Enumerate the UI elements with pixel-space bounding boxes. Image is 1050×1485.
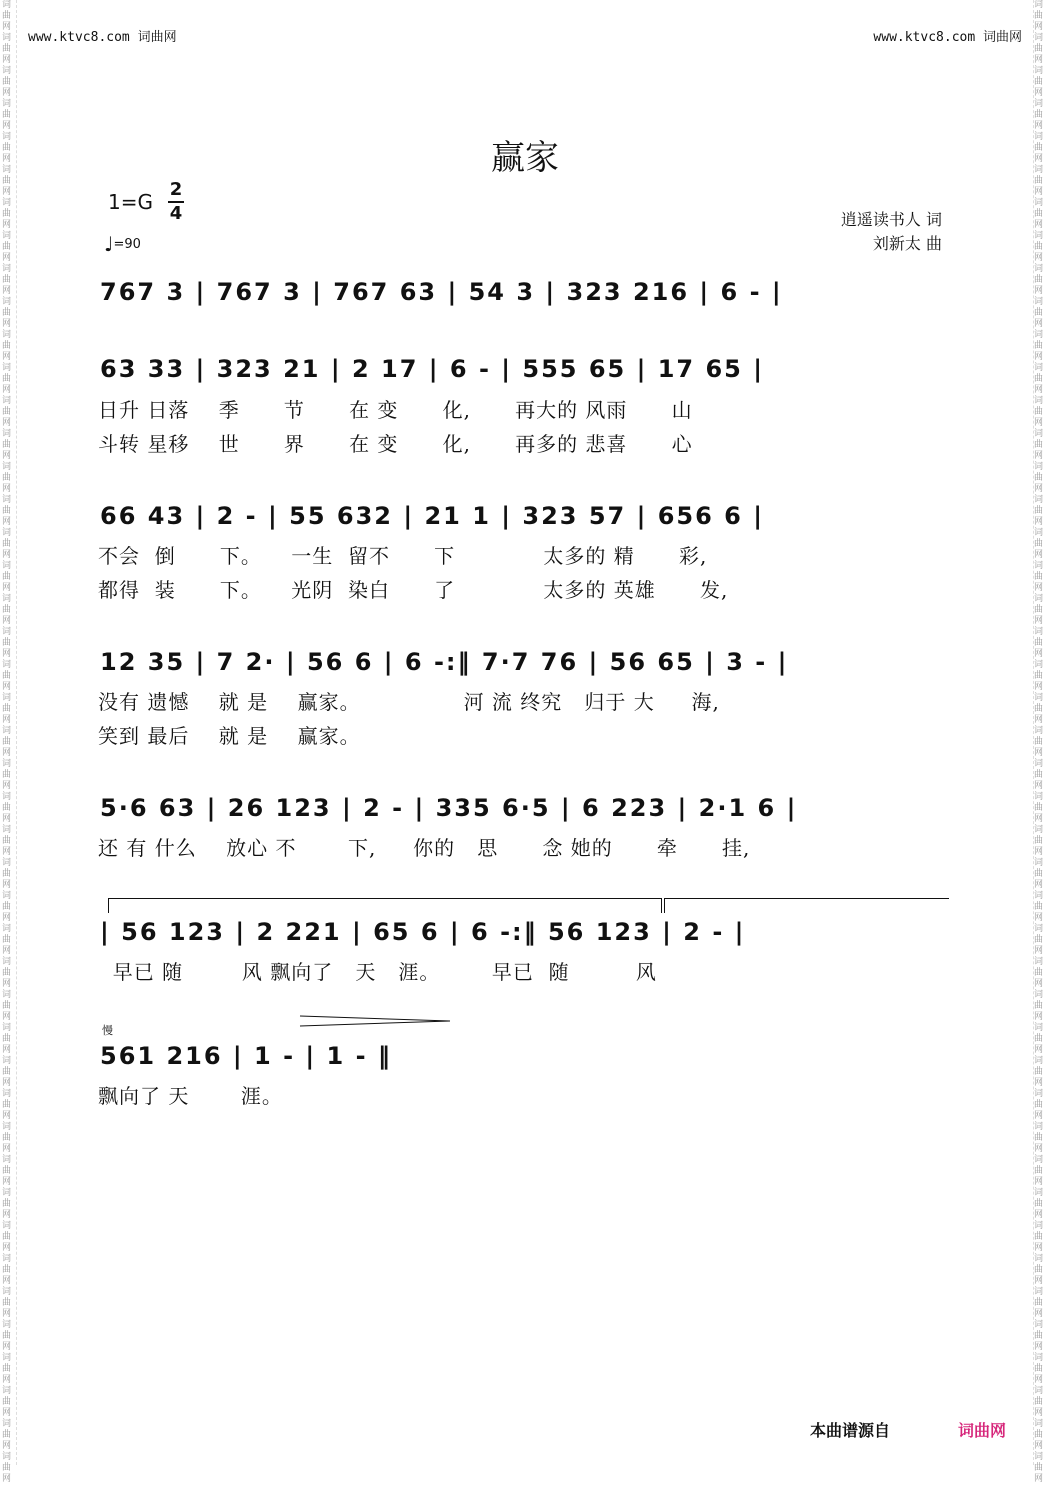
lyricist-credit: 逍遥读书人 词: [840, 210, 942, 229]
composer-credit: 刘新太 曲: [872, 234, 942, 253]
diminuendo-hairpin: [300, 1014, 450, 1028]
tempo-value: =90: [113, 237, 141, 252]
lyrics-row-4-verse-2: 笑到 最后 就 是 赢家。: [98, 724, 361, 748]
time-signature-bottom: 4: [169, 203, 183, 224]
footer-source-site[interactable]: 词曲网: [958, 1421, 1007, 1440]
lyrics-row-4-verse-1: 没有 遗憾 就 是 赢家。 河 流 终究 归于 大 海,: [98, 690, 720, 714]
lyrics-row-5-verse-1: 还 有 什么 放心 不 下, 你的 思 念 她的 牵 挂,: [98, 836, 751, 860]
lyrics-row-3-verse-1: 不会 倒 下。 一生 留不 下 太多的 精 彩,: [98, 544, 708, 568]
left-watermark-strip: 词曲网词曲网词曲网词曲网词曲网词曲网词曲网词曲网词曲网词曲网词曲网词曲网词曲网词曲网词曲网词曲网词曲网词曲网词曲网词曲网词曲网词曲网词曲网词曲网词曲网词曲网词曲网词曲网词曲网词曲网词曲网词曲网词曲网词曲网词曲网词曲网词曲网词曲网词曲网词曲网词曲网词曲网词曲网词曲网词曲网: [2, 0, 17, 1465]
header-left-url[interactable]: www.ktvc8.com 词曲网: [28, 30, 177, 45]
key-signature: 1=G: [108, 190, 153, 214]
notation-row-6: | 56 123 | 2 221 | 65 6 | 6 -:‖ 56 123 | 2 - |: [100, 918, 746, 946]
song-title: 赢家: [491, 138, 559, 178]
lyrics-row-2-verse-1: 日升 日落 季 节 在 变 化, 再大的 风雨 山: [98, 398, 693, 422]
time-signature: [168, 180, 184, 224]
tempo-mark-slow: 慢: [102, 1024, 113, 1037]
lyrics-row-3-verse-2: 都得 装 下。 光阴 染白 了 太多的 英雄 发,: [98, 578, 729, 602]
right-watermark-strip: 词曲网词曲网词曲网词曲网词曲网词曲网词曲网词曲网词曲网词曲网词曲网词曲网词曲网词曲网词曲网词曲网词曲网词曲网词曲网词曲网词曲网词曲网词曲网词曲网词曲网词曲网词曲网词曲网词曲网词曲网词曲网词曲网词曲网词曲网词曲网词曲网词曲网词曲网词曲网词曲网词曲网词曲网词曲网词曲网词曲网: [1033, 0, 1048, 1465]
notation-row-7: 561 216 | 1 - | 1 - ‖: [100, 1042, 392, 1070]
second-ending-bracket: [664, 898, 949, 913]
first-ending-bracket: [108, 898, 662, 913]
notation-row-5: 5·6 63 | 26 123 | 2 - | 335 6·5 | 6 223 | 2·1 6 |: [100, 794, 798, 822]
header-right-url[interactable]: www.ktvc8.com 词曲网: [873, 30, 1022, 45]
notation-row-4: 12 35 | 7 2· | 56 6 | 6 -:‖ 7·7 76 | 56 65 | 3 - |: [100, 648, 789, 676]
notation-row-1: 767 3 | 767 3 | 767 63 | 54 3 | 323 216 | 6 - |: [100, 278, 783, 306]
footer-source-label: 本曲谱源自: [810, 1421, 891, 1440]
volta-brackets: [108, 898, 948, 914]
lyrics-row-2-verse-2: 斗转 星移 世 界 在 变 化, 再多的 悲喜 心: [98, 432, 693, 456]
notation-row-2: 63 33 | 323 21 | 2 17 | 6 - | 555 65 | 17 65 |: [100, 355, 764, 383]
notation-row-3: 66 43 | 2 - | 55 632 | 21 1 | 323 57 | 656 6 |: [100, 502, 764, 530]
lyrics-row-7-verse-1: 飘向了 天 涯。: [98, 1084, 283, 1108]
lyrics-row-6-verse-1: 早已 随 风 飘向了 天 涯。 早已 随 风: [98, 960, 657, 984]
tempo-marking: [104, 232, 141, 256]
time-signature-top: 2: [169, 179, 183, 200]
quarter-note-icon: ♩: [104, 232, 114, 256]
